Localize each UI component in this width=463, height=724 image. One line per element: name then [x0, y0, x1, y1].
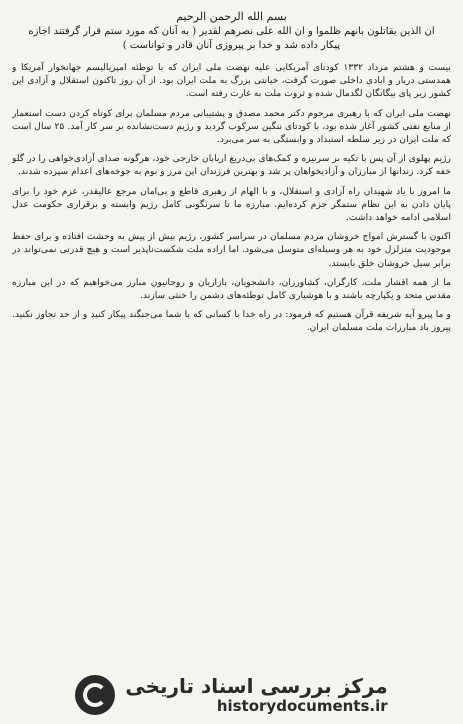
paragraph: بیست و هشتم مرداد ۱۳۳۲ کودتای آمریکایی علیه نهضت ملی ایران که با توطئه امپریالیسم جهانخوار آمریکا و همدستی دربار و ایادی داخلی صورت گرفت، خیانتی بزرگ به ملت ایران بود. از آن روز تاکنون استقلال و آزادی این کشور زیر پای بیگانگان لگدمال شده و ثروت ملت به غارت رفته است.	[12, 62, 451, 100]
paragraph: ما امروز با یاد شهیدان راه آزادی و استقلال، و با الهام از رهبری قاطع و بی‌امان مرجع عالیقدر، عزم خود را برای پایان دادن به این نظام ستمگر جزم کرده‌ایم. مبارزه ما تا سرنگونی کامل رژیم وابسته و برقراری حکومت عدل اسلامی ادامه خواهد داشت.	[12, 185, 451, 224]
paragraph: ما از همه اقشار ملت، کارگران، کشاورزان، دانشجویان، بازاریان و روحانیون مبارز می‌خواهیم که در این مبارزه مقدس متحد و یکپارچه باشند و با هوشیاری کامل توطئه‌های دشمن را خنثی سازند.	[12, 276, 451, 302]
document-body	[12, 61, 451, 621]
watermark	[0, 666, 463, 724]
watermark-url: historydocuments.ir	[216, 697, 388, 715]
watermark-title: مرکز بررسی اسناد تاریخی	[125, 674, 388, 698]
paragraph: و ما پیرو آیه شریفه قرآن هستیم که فرمود: در راه خدا با کسانی که با شما می‌جنگند پیکار کنید و از حد تجاوز نکنید. پیروز باد مبارزات ملت مسلمان ایران.	[12, 309, 451, 334]
paragraph: رژیم پهلوی از آن پس با تکیه بر سرنیزه و کمک‌های بی‌دریغ اربابان خارجی خود، هرگونه صدای آزادی‌خواهی را در گلو خفه کرد. زندانها از مبارزان و آزادیخواهان پر شد و بهترین فرزندان این مرز و بوم به جوخه‌های اعدام سپرده شدند.	[12, 153, 451, 178]
archive-logo-icon	[75, 675, 115, 715]
paragraph: نهضت ملی ایران که با رهبری مرحوم دکتر محمد مصدق و پشتیبانی مردم مسلمان برای کوتاه کردن دست استعمار از منابع نفتی کشور آغاز شده بود، با کودتای ننگین سرکوب گردید و رژیم دست‌نشانده بر سر کار آمد. ۲۵ سال است که ملت ایران در زیر سلطه استبداد و وابستگی به سر می‌برد.	[12, 107, 451, 146]
paragraph: اکنون با گسترش امواج خروشان مردم مسلمان در سراسر کشور، رژیم بیش از پیش به وحشت افتاده و برای حفظ موجودیت متزلزل خود به هر وسیله‌ای متوسل می‌شود. اما اراده ملت شکست‌ناپذیر است و هیچ قدرتی نمی‌تواند در برابر سیل خروشان خلق بایستد.	[12, 231, 451, 269]
quran-verse: ان الذین یقاتلون بانهم ظلموا و ان الله علی نصرهم لقدیر ( به آنان که مورد ستم قرار گرفتند اجازه پیکار داده شد و خدا بر پیروزی آنان قادر و تواناست )	[28, 26, 435, 51]
watermark-text	[125, 675, 387, 715]
basmala-heading: بسم الله الرحمن الرحیم	[176, 10, 287, 23]
